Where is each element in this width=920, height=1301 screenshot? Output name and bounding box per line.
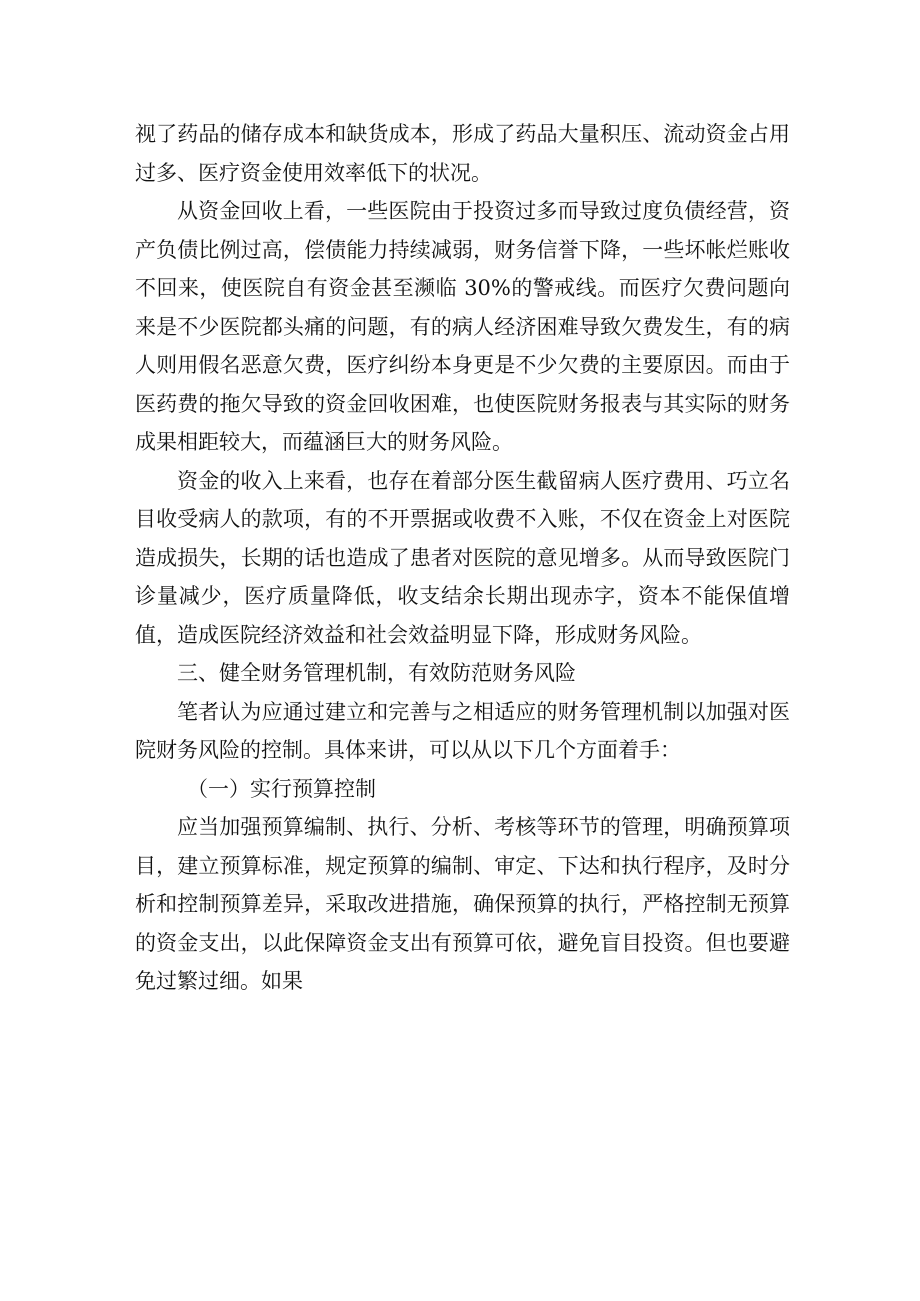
document-page <box>135 115 790 1001</box>
paragraph-fund-recovery: 从资金回收上看，一些医院由于投资过多而导致过度负债经营，资产负债比例过高，偿债能力持续减弱，财务信誉下降，一些坏帐烂账收不回来，使医院自有资金甚至濒临 30%的警戒线。而医疗欠费问题向来是不少医院都头痛的问题，有的病人经济困难导致欠费发生，有的病人则用假名恶意欠费，医疗纠纷本身更是不少欠费的主要原因。而由于医药费的拖欠导致的资金回收困难，也使医院财务报表与其实际的财务成果相距较大，而蕴涵巨大的财务风险。 <box>135 199 790 454</box>
paragraph-fund-income: 资金的收入上来看，也存在着部分医生截留病人医疗费用、巧立名目收受病人的款项，有的不开票据或收费不入账，不仅在资金上对医院造成损失，长期的话也造成了患者对医院的意见增多。从而导致医院门诊量减少，医疗质量降低，收支结余长期出现赤字，资本不能保值增值，造成医院经济效益和社会效益明显下降，形成财务风险。 <box>135 468 790 647</box>
paragraph-budget-control: 应当加强预算编制、执行、分析、考核等环节的管理，明确预算项目，建立预算标准，规定预算的编制、审定、下达和执行程序，及时分析和控制预算差异，采取改进措施，确保预算的执行，严格控制无预算的资金支出，以此保障资金支出有预算可依，避免盲目投资。但也要避免过繁过细。如果 <box>135 815 790 993</box>
subsection-heading: （一）实行预算控制 <box>187 776 376 801</box>
paragraph-continuation: 视了药品的储存成本和缺货成本，形成了药品大量积压、流动资金占用过多、医疗资金使用效率低下的状况。 <box>135 122 790 185</box>
paragraph-author-view: 笔者认为应通过建立和完善与之相适应的财务管理机制以加强对医院财务风险的控制。具体来讲，可以从以下几个方面着手： <box>135 699 790 762</box>
section-heading: 三、健全财务管理机制，有效防范财务风险 <box>177 661 576 685</box>
